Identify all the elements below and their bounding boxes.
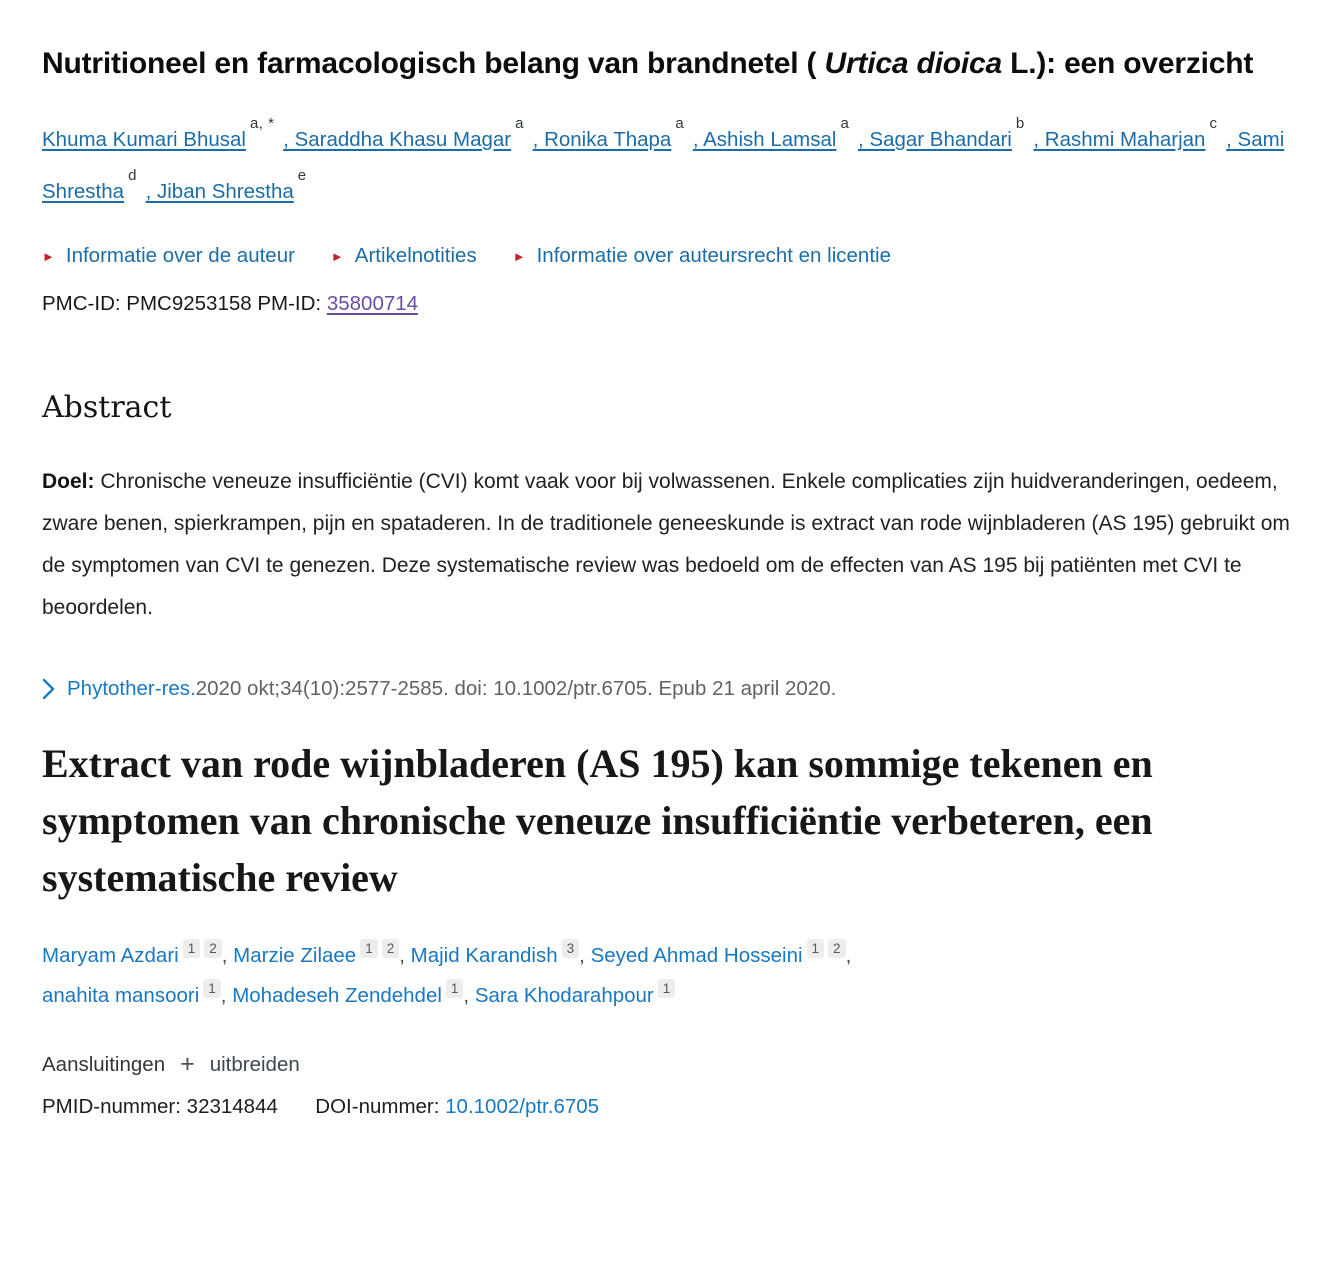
author-item xyxy=(410,941,591,967)
pm-id-link[interactable]: 35800714 xyxy=(326,292,419,315)
citation-row xyxy=(42,677,1300,701)
affiliation-badge[interactable]: 2 xyxy=(828,939,846,958)
author-separator: , xyxy=(221,944,234,967)
pmid-label: PMID-nummer: xyxy=(42,1095,181,1118)
copyright-license-link[interactable]: Informatie over auteursrecht en licentie xyxy=(536,244,891,267)
red-arrow-icon: ► xyxy=(42,248,55,264)
title-text-suffix: L.): een overzicht xyxy=(1001,47,1254,80)
author-link[interactable]: Seyed Ahmad Hosseini xyxy=(590,944,803,967)
pm-id-label: PM-ID: xyxy=(257,292,322,315)
author-link[interactable]: , Ronika Thapa xyxy=(532,128,672,151)
author-link[interactable]: Khuma Kumari Bhusal xyxy=(42,128,246,151)
author-item xyxy=(858,115,1028,151)
author-item xyxy=(590,941,852,967)
author-item xyxy=(692,115,852,151)
article1-meta-links xyxy=(42,244,1300,268)
article2-author-list xyxy=(42,936,1102,1016)
affiliation-badge[interactable]: 1 xyxy=(183,939,201,958)
affiliations-row xyxy=(42,1052,1300,1077)
affiliation-badge[interactable]: 2 xyxy=(204,939,222,958)
author-link[interactable]: Marzie Zilaee xyxy=(233,944,357,967)
author-item xyxy=(1033,115,1220,151)
author-item xyxy=(532,115,688,151)
author-link[interactable]: Sara Khodarahpour xyxy=(474,984,654,1007)
pmid-value: 32314844 xyxy=(186,1095,278,1118)
author-info-link-group[interactable] xyxy=(42,244,295,268)
author-item xyxy=(232,981,475,1007)
author-item xyxy=(42,115,277,151)
affiliation-badge[interactable]: 1 xyxy=(658,979,676,998)
red-arrow-icon: ► xyxy=(330,248,344,264)
affiliation-badge[interactable]: 1 xyxy=(360,939,378,958)
affiliation-badge[interactable]: 2 xyxy=(382,939,400,958)
pmc-id-label: PMC-ID: xyxy=(42,292,121,315)
author-affiliation-marker: e xyxy=(297,167,307,184)
doi-label: DOI-nummer: xyxy=(315,1095,440,1118)
article1-title xyxy=(42,40,1300,88)
affiliations-label: Aansluitingen xyxy=(42,1052,166,1076)
author-item xyxy=(42,981,233,1007)
author-info-link[interactable]: Informatie over de auteur xyxy=(65,244,295,267)
author-item xyxy=(145,167,310,203)
author-separator: , xyxy=(579,944,591,967)
pmid-doi-row xyxy=(42,1095,1300,1119)
author-link[interactable]: Majid Karandish xyxy=(410,944,558,967)
red-arrow-icon: ► xyxy=(512,248,526,264)
author-separator: , xyxy=(845,944,852,967)
affiliation-badge[interactable]: 1 xyxy=(446,979,464,998)
author-affiliation-marker: a xyxy=(515,115,524,132)
author-link[interactable]: Maryam Azdari xyxy=(42,944,179,967)
author-link[interactable]: , Ashish Lamsal xyxy=(692,128,837,151)
author-affiliation-marker: a xyxy=(840,115,850,132)
article1-ids-row xyxy=(42,292,1300,316)
author-affiliation-marker: b xyxy=(1015,115,1025,132)
author-affiliation-marker: d xyxy=(128,167,137,184)
citation-details: 2020 okt;34(10):2577-2585. doi: 10.1002/ptr.6705. Epub 21 april 2020. xyxy=(195,677,837,700)
abstract-heading: Abstract xyxy=(42,390,172,425)
abstract-paragraph xyxy=(42,461,1292,629)
author-separator: , xyxy=(399,944,411,967)
expand-affiliations-link[interactable]: uitbreiden xyxy=(209,1052,300,1076)
title-text: Nutritioneel en farmacologisch belang van brandnetel ( xyxy=(42,47,825,80)
chevron-right-icon xyxy=(42,678,55,700)
author-link[interactable]: , Rashmi Maharjan xyxy=(1033,128,1206,151)
copyright-license-link-group[interactable] xyxy=(513,244,891,268)
affiliation-badge[interactable]: 1 xyxy=(203,979,221,998)
author-link[interactable]: anahita mansoori xyxy=(42,984,200,1007)
author-link[interactable]: , Saraddha Khasu Magar xyxy=(283,128,512,151)
plus-icon[interactable]: + xyxy=(180,1050,195,1078)
doi-link[interactable]: 10.1002/ptr.6705 xyxy=(445,1095,600,1118)
author-item xyxy=(233,941,411,967)
pmc-id-value: PMC9253158 xyxy=(126,292,252,315)
article2-title: Extract van rode wijnbladeren (AS 195) kan sommige tekenen en symptomen van chronische veneuze insufficiëntie verbeteren, een systematische review xyxy=(42,741,1153,900)
article1-author-list xyxy=(42,114,1300,218)
author-separator: , xyxy=(220,984,233,1007)
journal-link[interactable]: Phytother-res. xyxy=(67,677,196,700)
author-link[interactable]: , Sami Shrestha xyxy=(42,128,1285,203)
author-separator: , xyxy=(463,984,475,1007)
affiliation-badge[interactable]: 3 xyxy=(562,939,580,958)
author-affiliation-marker: a, * xyxy=(249,115,275,132)
author-link[interactable]: , Jiban Shrestha xyxy=(145,180,294,203)
author-affiliation-marker: c xyxy=(1209,115,1218,132)
affiliation-badge[interactable]: 1 xyxy=(807,939,825,958)
objective-label: Doel: xyxy=(42,470,95,493)
author-link[interactable]: , Sagar Bhandari xyxy=(858,128,1012,151)
author-item xyxy=(42,941,234,967)
author-item xyxy=(283,115,527,151)
author-link[interactable]: Mohadeseh Zendehdel xyxy=(232,984,442,1007)
objective-text: Chronische veneuze insufficiëntie (CVI) komt vaak voor bij volwassenen. Enkele complicaties zijn huidveranderingen, oedeem, zware benen, spierkrampen, pijn en spataderen. In de traditionele geneeskunde is extract van rode wijnbladeren (AS 195) gebruikt om de symptomen van CVI te genezen. Deze systematische review was bedoeld om de effecten van AS 195 bij patiënten met CVI te beoordelen. xyxy=(42,470,1290,619)
article-notes-link[interactable]: Artikelnotities xyxy=(354,244,477,267)
article-notes-link-group[interactable] xyxy=(331,244,477,268)
citation-text xyxy=(67,677,836,701)
title-species-italic: Urtica dioica xyxy=(824,47,1002,80)
author-affiliation-marker: a xyxy=(675,115,685,132)
author-item xyxy=(474,981,675,1007)
